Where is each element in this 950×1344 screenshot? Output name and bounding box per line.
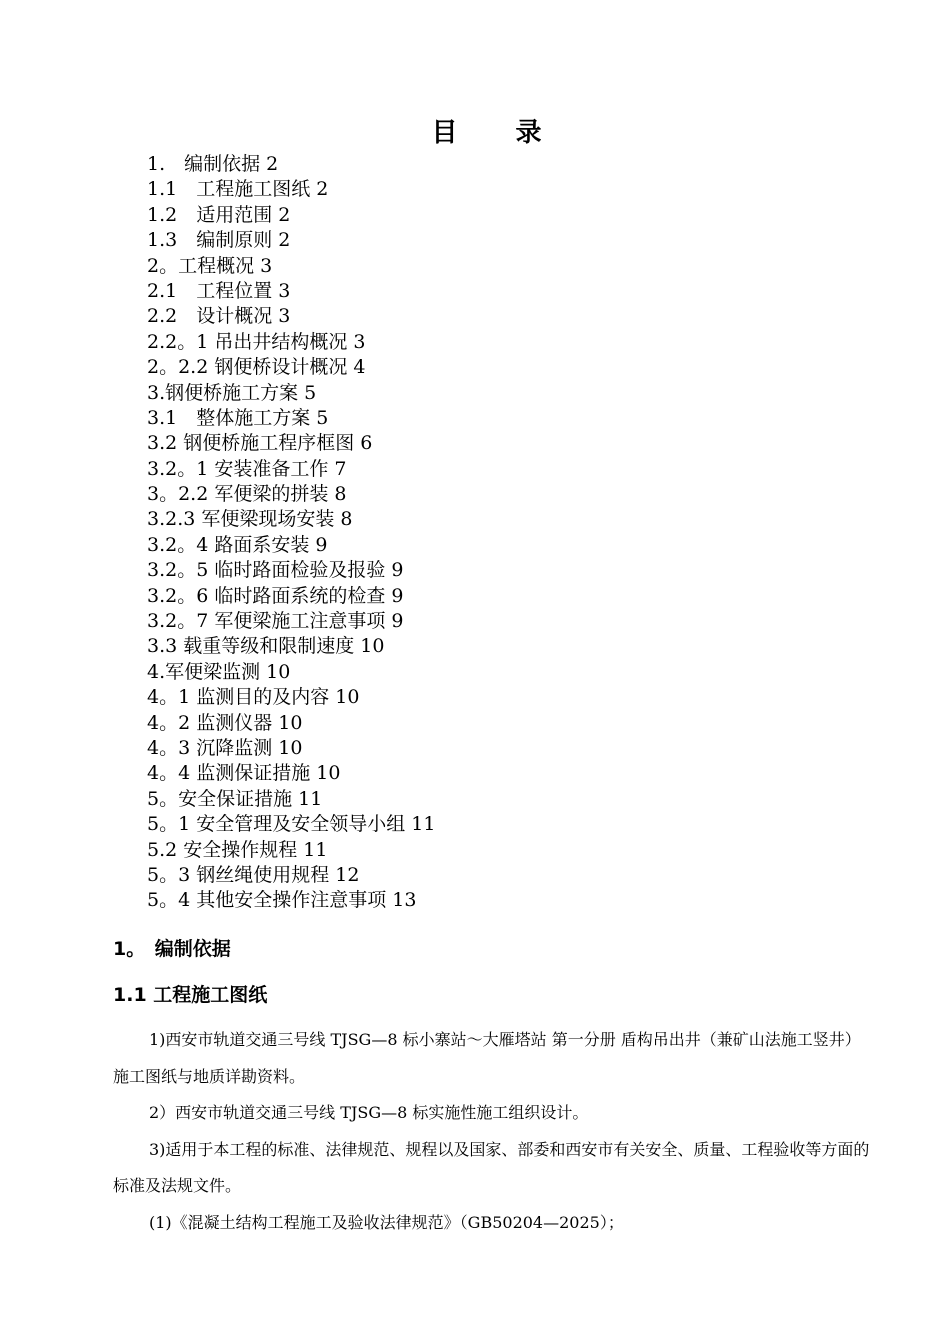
toc-item[interactable]: 3.2 钢便桥施工程序框图 6 <box>147 432 373 455</box>
toc-item[interactable]: 3.3 载重等级和限制速度 10 <box>147 635 385 658</box>
toc-item[interactable]: 2.2。1 吊出井结构概况 3 <box>147 330 366 353</box>
subsection-heading: 1.1 工程施工图纸 <box>113 984 268 1006</box>
toc-item[interactable]: 4。4 监测保证措施 10 <box>147 762 341 785</box>
toc-item[interactable]: 2.2 设计概况 3 <box>147 305 291 328</box>
toc-item[interactable]: 3.2.3 军便梁现场安装 8 <box>147 508 353 531</box>
toc-item[interactable]: 3.2。1 安装准备工作 7 <box>147 457 347 480</box>
toc-item[interactable]: 4。3 沉降监测 10 <box>147 736 303 759</box>
toc-title: 目 录 <box>431 118 544 148</box>
section-heading: 1。 编制依据 <box>113 938 231 960</box>
toc-item[interactable]: 5。4 其他安全操作注意事项 13 <box>147 889 417 912</box>
toc-item[interactable]: 1.3 编制原则 2 <box>147 229 291 252</box>
toc-item[interactable]: 4。2 监测仪器 10 <box>147 711 303 734</box>
toc-item[interactable]: 3.2。5 临时路面检验及报验 9 <box>147 559 404 582</box>
toc-item[interactable]: 3.1 整体施工方案 5 <box>147 406 329 429</box>
toc-item[interactable]: 2。2.2 钢便桥设计概况 4 <box>147 356 366 379</box>
toc-item[interactable]: 3.钢便桥施工方案 5 <box>147 381 317 404</box>
body-paragraph: 2）西安市轨道交通三号线 TJSG—8 标实施性施工组织设计。 <box>149 1103 589 1123</box>
toc-item[interactable]: 1.2 适用范围 2 <box>147 203 291 226</box>
toc-item[interactable]: 1. 编制依据 2 <box>147 153 279 175</box>
body-paragraph: 3)适用于本工程的标准、法律规范、规程以及国家、部委和西安市有关安全、质量、工程验收等方面的标准及法规文件。 <box>113 1139 870 1196</box>
toc-item[interactable]: 3。2.2 军便梁的拼装 8 <box>147 483 347 506</box>
toc-item[interactable]: 2.1 工程位置 3 <box>147 279 291 302</box>
toc-item[interactable]: 2。工程概况 3 <box>147 254 273 277</box>
toc-item[interactable]: 3.2。7 军便梁施工注意事项 9 <box>147 610 404 633</box>
toc-item[interactable]: 1.1 工程施工图纸 2 <box>147 178 329 201</box>
toc-item[interactable]: 3.2。6 临时路面系统的检查 9 <box>147 584 404 607</box>
toc-item[interactable]: 3.2。4 路面系安装 9 <box>147 533 328 556</box>
toc-item[interactable]: 4.军便梁监测 10 <box>147 660 291 683</box>
section-body <box>113 1022 873 1242</box>
body-paragraph: (1)《混凝土结构工程施工及验收法律规范》（GB50204—2025）； <box>149 1212 624 1232</box>
body-paragraph: 1)西安市轨道交通三号线 TJSG—8 标小寨站～大雁塔站 第一分册 盾构吊出井（兼矿山法施工竖井）施工图纸与地质详勘资料。 <box>113 1030 861 1086</box>
toc-item[interactable]: 4。1 监测目的及内容 10 <box>147 686 360 709</box>
toc-item[interactable]: 5.2 安全操作规程 11 <box>147 838 328 861</box>
toc-item[interactable]: 5。安全保证措施 11 <box>147 787 323 810</box>
table-of-contents <box>147 152 435 914</box>
toc-item[interactable]: 5。1 安全管理及安全领导小组 11 <box>147 813 436 836</box>
toc-item[interactable]: 5。3 钢丝绳使用规程 12 <box>147 863 360 886</box>
